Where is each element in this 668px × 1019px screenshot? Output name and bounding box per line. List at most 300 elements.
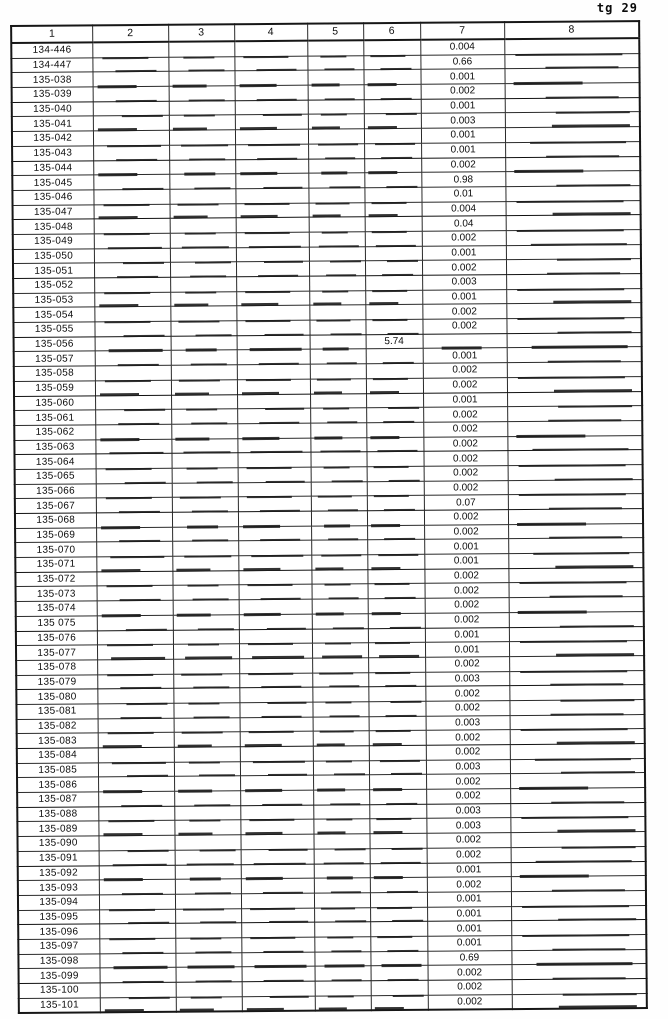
value-cell: 0.04 [422,216,506,231]
empty-cell [235,159,308,174]
empty-cell [369,819,426,834]
empty-cell [93,189,169,204]
empty-cell [175,908,241,923]
empty-cell [170,203,236,218]
empty-cell [370,863,427,878]
empty-cell [174,717,240,732]
empty-cell [511,949,646,965]
value-cell: 0.002 [427,847,511,862]
empty-cell [509,641,644,657]
empty-cell [366,452,423,467]
empty-cell [241,922,314,937]
empty-cell [94,321,170,336]
empty-cell [238,526,311,541]
empty-cell [171,409,237,424]
empty-cell [368,687,425,702]
empty-cell [98,747,174,762]
empty-cell [240,776,313,791]
row-id-cell: 135 075 [16,616,97,631]
empty-cell [313,716,369,731]
empty-cell [173,673,239,688]
empty-cell [366,422,423,437]
value-cell: 0.001 [425,627,509,642]
empty-cell [97,644,173,659]
row-id-cell: 135-088 [17,807,98,822]
empty-cell [236,203,309,218]
empty-cell [509,699,644,715]
value-cell: 0.07 [424,495,508,510]
empty-cell [236,232,309,247]
empty-cell [168,41,234,57]
empty-cell [173,629,239,644]
empty-cell [511,905,646,921]
empty-cell [239,702,312,717]
empty-cell [367,510,424,525]
empty-cell [311,555,367,570]
value-cell: 0.002 [422,304,506,319]
row-id-cell: 135-089 [17,821,98,836]
empty-cell [237,438,310,453]
value-cell: 0.002 [424,480,508,495]
value-cell: 0.98 [421,172,505,187]
empty-cell [508,538,643,554]
empty-cell [95,351,171,366]
empty-cell [97,703,173,718]
empty-cell [170,218,236,233]
empty-cell [236,320,309,335]
empty-cell [509,685,644,701]
row-id-cell: 135-072 [15,572,96,587]
row-id-cell: 135-082 [17,718,98,733]
empty-cell [365,275,422,290]
empty-cell [175,894,241,909]
empty-cell [310,334,366,349]
empty-cell [367,466,424,481]
empty-cell [308,114,364,129]
empty-cell [94,204,170,219]
empty-cell [169,174,235,189]
row-id-cell: 135-081 [16,704,97,719]
row-id-cell: 135-061 [14,410,95,425]
empty-cell [309,261,365,276]
empty-cell [365,261,422,276]
empty-cell [171,453,237,468]
empty-cell [237,408,310,423]
empty-cell [170,247,236,262]
value-cell: 0.002 [424,568,508,583]
value-cell: 0.003 [421,113,505,128]
header-cell: 2 [92,25,168,43]
empty-cell [369,804,426,819]
empty-cell [93,130,169,145]
empty-cell [99,879,175,894]
row-id-cell: 135-094 [18,895,99,910]
empty-cell [366,349,423,364]
empty-cell [236,217,309,232]
empty-cell [175,864,241,879]
empty-cell [365,202,422,217]
row-id-cell: 135-076 [16,630,97,645]
empty-cell [508,523,643,539]
empty-cell [307,55,363,70]
empty-cell [97,600,173,615]
empty-cell [95,454,171,469]
empty-cell [507,420,642,436]
empty-cell [312,628,368,643]
row-id-cell: 135-039 [12,87,93,102]
row-id-cell: 135-048 [13,219,94,234]
empty-cell [93,145,169,160]
empty-cell [97,689,173,704]
header-cell: 8 [504,21,639,39]
value-cell: 0.004 [422,201,506,216]
empty-cell [170,262,236,277]
empty-cell [368,701,425,716]
empty-cell [512,979,647,995]
empty-cell [311,467,367,482]
value-cell: 0.002 [423,436,507,451]
empty-cell [94,277,170,292]
empty-cell [97,674,173,689]
empty-cell [506,288,641,304]
empty-cell [241,864,314,879]
empty-cell [364,114,421,129]
empty-cell [99,923,175,938]
row-id-cell: 135-100 [19,983,100,998]
empty-cell [172,526,238,541]
empty-cell [314,863,370,878]
empty-cell [238,467,311,482]
empty-cell [311,511,367,526]
header-cell: 7 [420,22,504,40]
empty-cell [310,408,366,423]
empty-cell [240,761,313,776]
empty-cell [365,290,422,305]
empty-cell [506,230,641,246]
empty-cell [236,276,309,291]
empty-cell [309,246,365,261]
empty-cell [314,893,370,908]
empty-cell [170,277,236,292]
empty-cell [308,173,364,188]
empty-cell [175,850,241,865]
row-id-cell: 135-099 [19,968,100,983]
data-table [10,20,648,1014]
empty-cell [311,569,367,584]
empty-cell [314,951,370,966]
empty-cell [171,365,237,380]
empty-cell [172,497,238,512]
empty-cell [170,321,236,336]
empty-cell [366,393,423,408]
row-id-cell: 135-097 [18,939,99,954]
row-id-cell: 135-063 [14,439,95,454]
value-cell: 0.002 [424,466,508,481]
value-cell: 0.002 [426,730,510,745]
empty-cell [241,908,314,923]
empty-cell [172,512,238,527]
empty-cell [366,437,423,452]
empty-cell [312,687,368,702]
row-id-cell: 135-098 [18,953,99,968]
empty-cell [234,56,307,71]
empty-cell [310,379,366,394]
empty-cell [235,144,308,159]
empty-cell [371,995,428,1011]
empty-cell [100,968,176,983]
value-cell: 0.002 [426,833,510,848]
value-cell: 0.001 [427,906,511,921]
value-cell: 0.001 [421,128,505,143]
empty-cell [506,303,641,319]
empty-cell [239,673,312,688]
empty-cell [98,821,174,836]
empty-cell [364,84,421,99]
empty-cell [310,349,366,364]
empty-cell [309,305,365,320]
row-id-cell: 135-045 [12,175,93,190]
empty-cell [507,450,642,466]
empty-cell [308,158,364,173]
empty-cell [510,729,645,745]
empty-cell [94,219,170,234]
empty-cell [368,613,425,628]
empty-cell [99,865,175,880]
empty-cell [510,714,645,730]
empty-cell [237,452,310,467]
empty-cell [95,409,171,424]
empty-cell [369,760,426,775]
empty-cell [369,745,426,760]
row-id-cell: 135-092 [18,865,99,880]
row-id-cell: 135-067 [15,498,96,513]
empty-cell [506,200,641,216]
empty-cell [315,995,371,1011]
empty-cell [505,171,640,187]
empty-cell [94,248,170,263]
row-id-cell: 135-090 [17,836,98,851]
empty-cell [510,758,645,774]
empty-cell [236,291,309,306]
empty-cell [237,350,310,365]
empty-cell [93,116,169,131]
empty-cell [174,791,240,806]
empty-cell [310,364,366,379]
empty-cell [96,512,172,527]
empty-cell [505,97,640,113]
value-cell: 0.002 [428,965,512,980]
row-id-cell: 135-091 [18,851,99,866]
row-id-cell: 135-058 [14,366,95,381]
empty-cell [363,40,420,56]
empty-cell [315,966,371,981]
row-id-cell: 135-050 [13,248,94,263]
row-id-cell: 135-078 [16,660,97,675]
header-cell: 4 [234,24,307,42]
empty-cell [99,894,175,909]
value-cell: 0.002 [423,451,507,466]
empty-cell [100,997,176,1013]
empty-cell [506,259,641,275]
empty-cell [505,156,640,172]
empty-cell [508,494,643,510]
empty-cell [92,57,168,72]
empty-cell [309,276,365,291]
empty-cell [98,718,174,733]
value-cell: 0.003 [426,818,510,833]
empty-cell [508,567,643,583]
empty-cell [98,835,174,850]
row-id-cell: 135-052 [13,278,94,293]
row-id-cell: 135-064 [14,454,95,469]
header-cell: 6 [363,23,420,40]
empty-cell [240,717,313,732]
empty-cell [363,70,420,85]
empty-cell [171,380,237,395]
empty-cell [312,614,368,629]
empty-cell [423,333,507,348]
empty-cell [96,498,172,513]
empty-cell [240,805,313,820]
empty-cell [314,878,370,893]
empty-cell [175,923,241,938]
empty-cell [364,187,421,202]
empty-cell [172,570,238,585]
row-id-cell: 135-046 [12,190,93,205]
empty-cell [237,423,310,438]
row-id-cell: 134-446 [11,42,92,58]
empty-cell [310,452,366,467]
empty-cell [238,555,311,570]
empty-cell [313,819,369,834]
empty-cell [508,464,643,480]
empty-cell [172,556,238,571]
row-id-cell: 135-049 [13,234,94,249]
empty-cell [235,115,308,130]
empty-cell [169,145,235,160]
empty-cell [174,776,240,791]
empty-cell [239,599,312,614]
empty-cell [506,244,641,260]
empty-cell [307,70,363,85]
empty-cell [170,306,236,321]
empty-cell [504,53,639,69]
empty-cell [367,525,424,540]
value-cell: 0.001 [427,862,511,877]
empty-cell [368,642,425,657]
empty-cell [98,733,174,748]
row-id-cell: 135-074 [16,601,97,616]
empty-cell [239,643,312,658]
value-cell: 0.001 [427,891,511,906]
value-cell: 0.001 [425,642,509,657]
empty-cell [312,672,368,687]
empty-cell [236,247,309,262]
empty-cell [169,86,235,101]
empty-cell [364,143,421,158]
empty-cell [171,438,237,453]
empty-cell [315,981,371,996]
empty-cell [312,599,368,614]
empty-cell [507,362,642,378]
empty-cell [511,890,646,906]
empty-cell [175,938,241,953]
empty-cell [369,789,426,804]
empty-cell [508,509,643,525]
empty-cell [365,231,422,246]
row-id-cell: 135-043 [12,146,93,161]
empty-cell [314,922,370,937]
empty-cell [99,938,175,953]
empty-cell [241,849,314,864]
empty-cell [311,496,367,511]
empty-cell [510,788,645,804]
row-id-cell: 135-062 [14,425,95,440]
row-id-cell: 135-083 [17,733,98,748]
empty-cell [368,628,425,643]
empty-cell [309,290,365,305]
empty-cell [369,731,426,746]
empty-cell [313,790,369,805]
empty-cell [96,483,172,498]
empty-cell [172,468,238,483]
value-cell: 0.002 [425,583,509,598]
empty-cell [235,85,308,100]
empty-cell [96,556,172,571]
empty-cell [240,834,313,849]
empty-cell [171,424,237,439]
empty-cell [506,274,641,290]
empty-cell [242,966,315,981]
value-cell: 0.002 [421,84,505,99]
value-cell: 0.001 [424,539,508,554]
empty-cell [507,376,642,392]
empty-cell [238,496,311,511]
empty-cell [371,980,428,995]
empty-cell [98,777,174,792]
value-cell: 0.001 [427,936,511,951]
empty-cell [95,336,171,351]
empty-cell [96,527,172,542]
empty-cell [241,937,314,952]
empty-cell [509,597,644,613]
row-id-cell: 135-095 [18,909,99,924]
empty-cell [238,541,311,556]
empty-cell [169,130,235,145]
empty-cell [176,982,242,997]
empty-cell [168,71,234,86]
empty-cell [308,85,364,100]
empty-cell [237,394,310,409]
row-id-cell: 135-042 [12,131,93,146]
empty-cell [309,217,365,232]
empty-cell [92,42,168,58]
empty-cell [308,188,364,203]
empty-cell [239,687,312,702]
empty-cell [98,791,174,806]
empty-cell [95,424,171,439]
empty-cell [240,731,313,746]
empty-cell [97,586,173,601]
empty-cell [174,820,240,835]
empty-cell [173,659,239,674]
empty-cell [509,670,644,686]
empty-cell [236,261,309,276]
value-cell: 0.002 [428,980,512,995]
empty-cell [509,655,644,671]
empty-cell [508,553,643,569]
empty-cell [368,598,425,613]
